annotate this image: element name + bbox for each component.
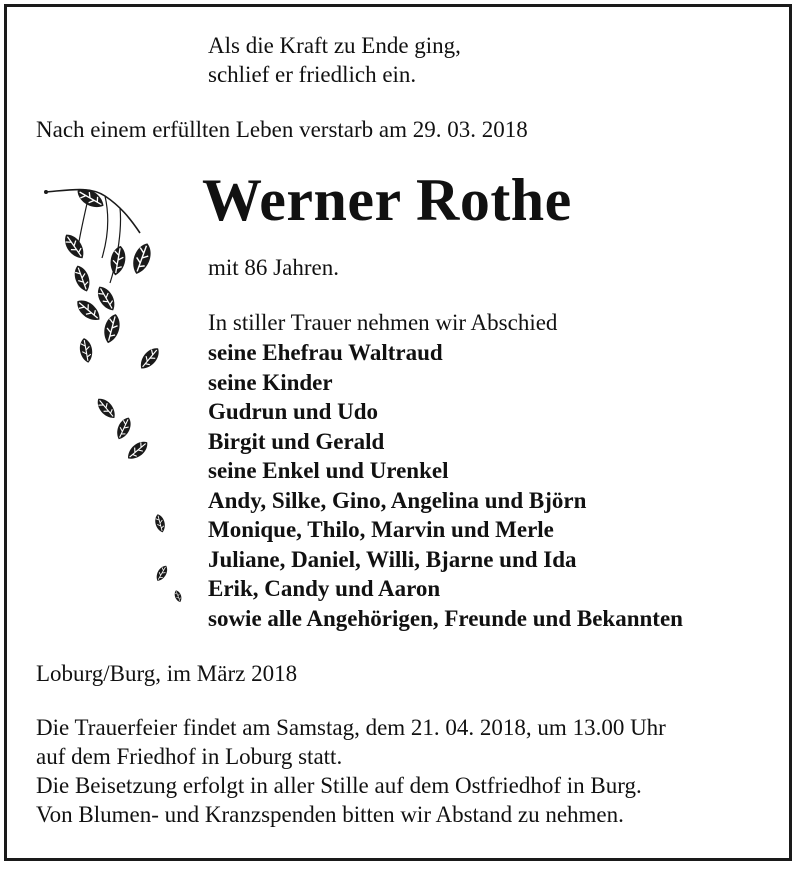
mourner-line: Birgit und Gerald (208, 428, 385, 454)
mourner-line: Gudrun und Udo (208, 399, 379, 424)
funeral-notes (36, 713, 666, 829)
mourner-line: Juliane, Daniel, Willi, Bjarne und Ida (208, 546, 577, 572)
mourner-line: sowie alle Angehörigen, Freunde und Bekannten (208, 605, 683, 631)
note-line: Die Beisetzung erfolgt in aller Stille auf dem Ostfriedhof in Burg. (36, 773, 642, 798)
note-line: Von Blumen- und Kranzspenden bitten wir Abstand zu nehmen. (36, 802, 624, 827)
note-line: auf dem Friedhof in Loburg statt. (36, 744, 343, 769)
motto (208, 31, 461, 89)
mourner-line: Erik, Candy und Aaron (208, 576, 441, 601)
mourner-line: seine Kinder (208, 369, 333, 395)
motto-line: Als die Kraft zu Ende ging, (208, 33, 461, 58)
intro-text: Nach einem erfüllten Leben verstarb am 29. 03. 2018 (36, 117, 528, 142)
mourner-line: Monique, Thilo, Marvin und Merle (208, 517, 554, 542)
place-date: Loburg/Burg, im März 2018 (36, 661, 298, 686)
age-line: mit 86 Jahren. (208, 255, 339, 280)
mourner-line: seine Enkel und Urenkel (208, 458, 449, 483)
motto-line: schlief er friedlich ein. (208, 62, 417, 87)
mourners-list (208, 338, 683, 633)
deceased-name: Werner Rothe (202, 167, 572, 233)
mourner-line: Andy, Silke, Gino, Angelina und Björn (208, 487, 587, 513)
falling-leaves-icon (30, 178, 190, 618)
mourner-line: seine Ehefrau Waltraud (208, 340, 443, 365)
mourning-line: In stiller Trauer nehmen wir Abschied (208, 310, 558, 335)
note-line: Die Trauerfeier findet am Samstag, dem 21. 04. 2018, um 13.00 Uhr (36, 715, 666, 740)
